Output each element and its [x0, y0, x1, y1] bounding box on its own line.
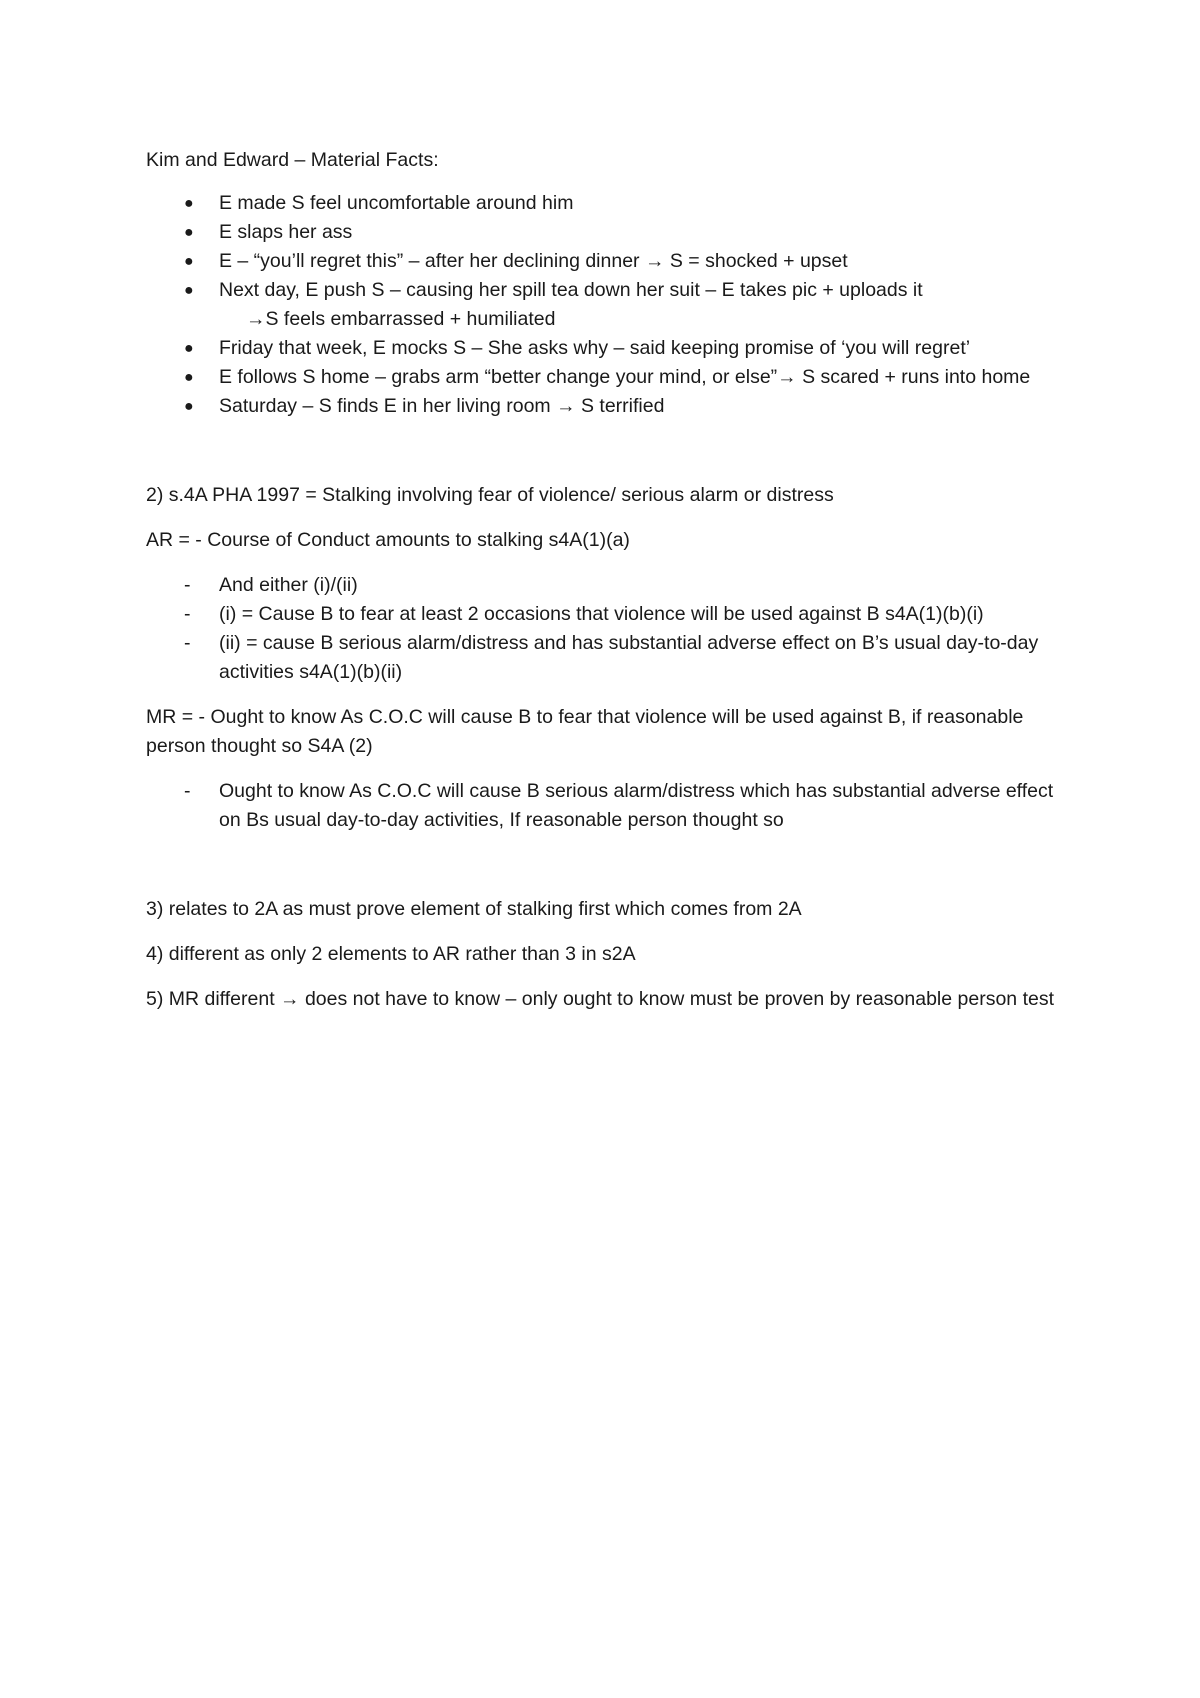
list-item: - (i) = Cause B to fear at least 2 occasions that violence will be used against B s4A(1)(b)(i): [146, 600, 1076, 629]
document-title: Kim and Edward – Material Facts:: [146, 149, 439, 171]
list-item: ● E – “you’ll regret this” – after her declining dinner → S = shocked + upset: [146, 247, 1076, 276]
dash-icon: -: [184, 603, 191, 625]
actus-reus-line: AR = - Course of Conduct amounts to stalking s4A(1)(a): [146, 529, 630, 551]
list-item: ● Next day, E push S – causing her spill tea down her suit – E takes pic + uploads it →S feels embarrassed + humiliated: [146, 276, 1076, 334]
list-item: ● E follows S home – grabs arm “better change your mind, or else”→ S scared + runs into home: [146, 363, 1076, 392]
dash-icon: -: [184, 632, 191, 654]
mens-rea-line: MR = - Ought to know As C.O.C will cause B to fear that violence will be used against B, if reasonable person thought so S4A (2): [146, 706, 1024, 757]
dash-icon: -: [184, 574, 191, 596]
list-item: ● E made S feel uncomfortable around him: [146, 189, 1076, 218]
actus-reus-list: [146, 571, 1076, 687]
list-item: ● E slaps her ass: [146, 218, 1076, 247]
bullet-icon: ●: [184, 340, 194, 357]
bullet-icon: ●: [184, 398, 194, 415]
fact-continuation: →S feels embarrassed + humiliated: [246, 308, 556, 330]
document-page: [146, 146, 1076, 1030]
question-2-heading: 2) s.4A PHA 1997 = Stalking involving fear of violence/ serious alarm or distress: [146, 484, 834, 506]
list-item: ● Friday that week, E mocks S – She asks why – said keeping promise of ‘you will regret’: [146, 334, 1076, 363]
list-item: ● Saturday – S finds E in her living room → S terrified: [146, 392, 1076, 421]
list-item: - And either (i)/(ii): [146, 571, 1076, 600]
bullet-icon: ●: [184, 224, 194, 241]
bullet-icon: ●: [184, 369, 194, 386]
bullet-icon: ●: [184, 282, 194, 299]
dash-icon: -: [184, 780, 191, 802]
list-item: - (ii) = cause B serious alarm/distress and has substantial adverse effect on B’s usual day-to-day activities s4A(1)(b)(ii): [146, 629, 1076, 687]
mens-rea-list: [146, 777, 1076, 835]
answer-4: 4) different as only 2 elements to AR rather than 3 in s2A: [146, 943, 636, 965]
bullet-icon: ●: [184, 253, 194, 270]
answer-5: 5) MR different → does not have to know – only ought to know must be proven by reasonable person test: [146, 988, 1054, 1010]
material-facts-list: [146, 189, 1076, 421]
list-item: - Ought to know As C.O.C will cause B serious alarm/distress which has substantial adverse effect on Bs usual day-to-day activities, If reasonable person thought so: [146, 777, 1076, 835]
answer-3: 3) relates to 2A as must prove element of stalking first which comes from 2A: [146, 898, 802, 920]
bullet-icon: ●: [184, 195, 194, 212]
